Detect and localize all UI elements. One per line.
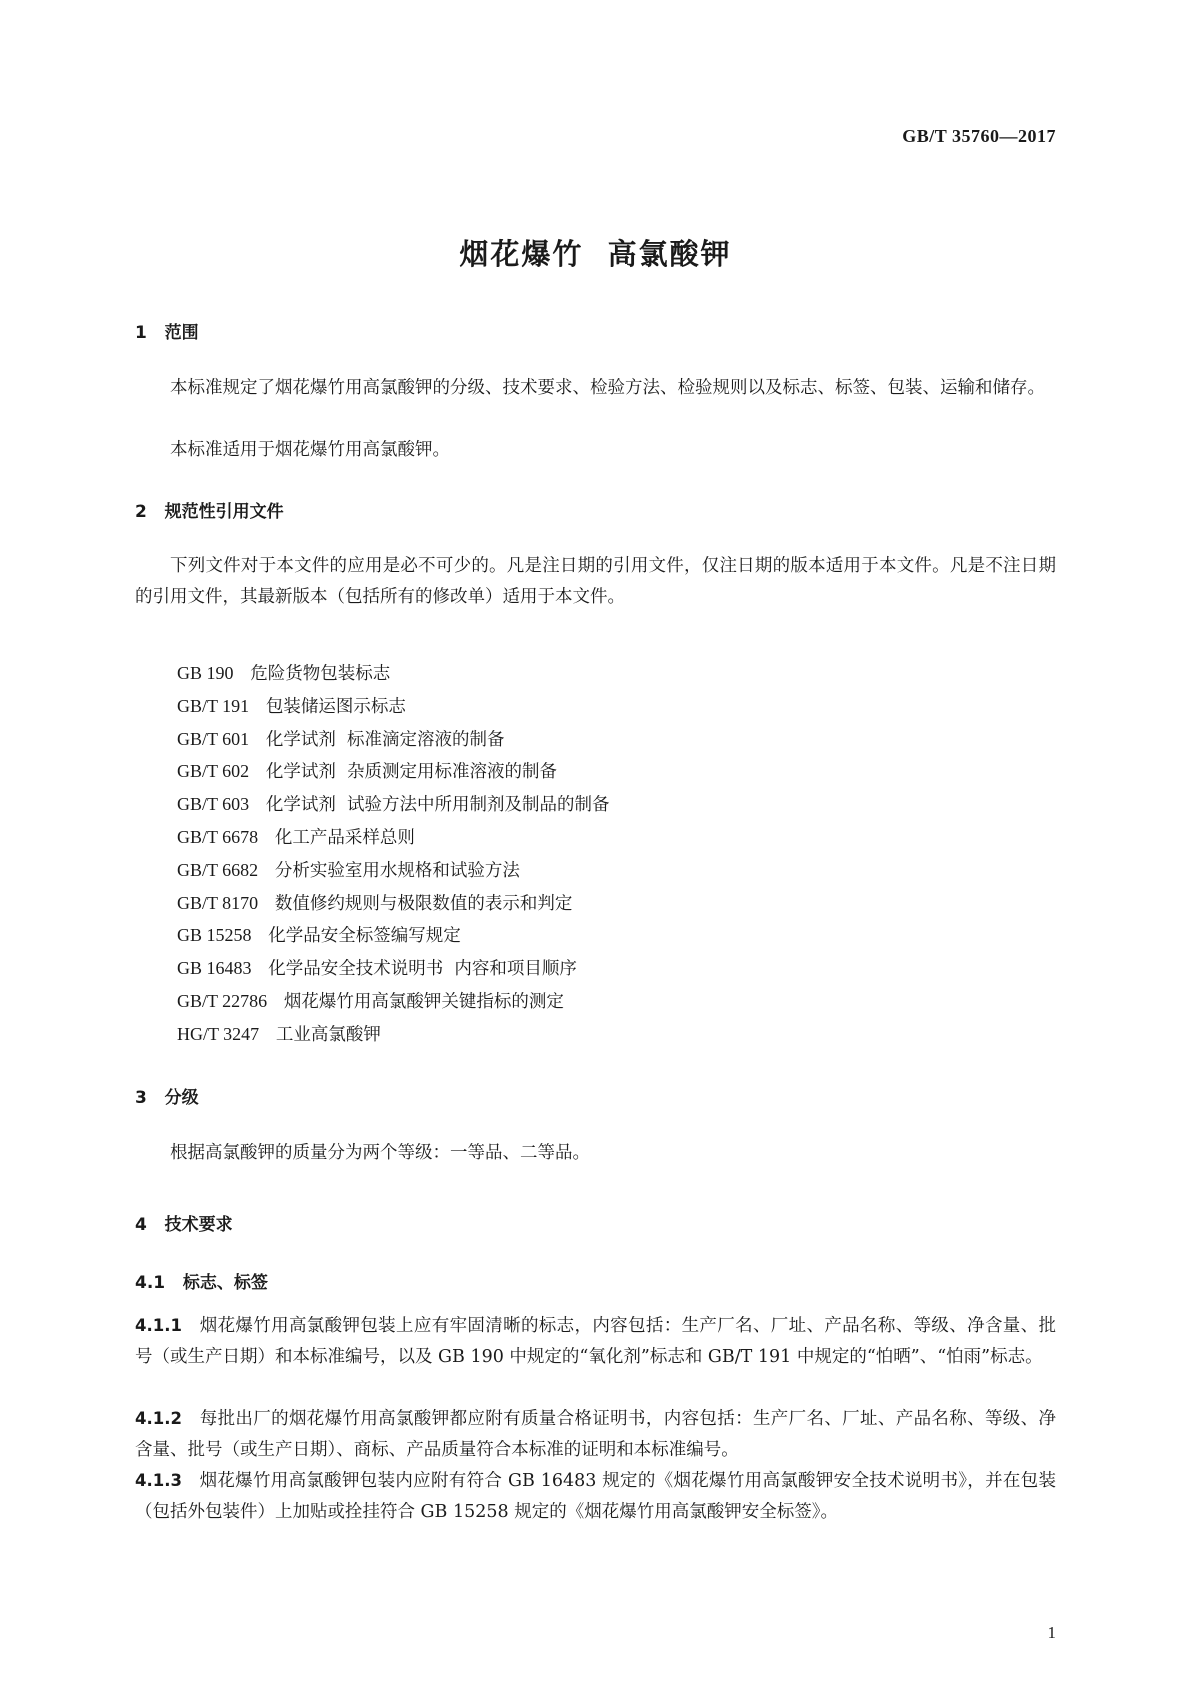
reference-title: 化学品安全技术说明书 内容和项目顺序: [268, 959, 577, 980]
section-3-paragraph: 根据高氯酸钾的质量分为两个等级：一等品、二等品。: [170, 1143, 590, 1163]
standard-code: GB/T 35760—2017: [902, 126, 1056, 146]
clause-4-1-1: [135, 1310, 1056, 1373]
page-number: 1: [1047, 1623, 1056, 1642]
reference-code: GB/T 601: [177, 728, 250, 749]
reference-item: [177, 822, 610, 855]
reference-title: 化学试剂 试验方法中所用制剂及制品的制备: [265, 795, 610, 816]
section-2-intro: 下列文件对于本文件的应用是必不可少的。凡是注日期的引用文件，仅注日期的版本适用于本文件。凡是不注日期的引用文件，其最新版本（包括所有的修改单）适用于本文件。: [135, 556, 1056, 607]
reference-item: [177, 756, 610, 789]
reference-title: 烟花爆竹用高氯酸钾关键指标的测定: [283, 991, 564, 1012]
clause-4-1-2: [135, 1403, 1056, 1466]
reference-code: GB 190: [177, 663, 234, 683]
reference-code: GB/T 6678: [177, 826, 259, 847]
clause-4-1-3: [135, 1465, 1056, 1528]
document-title: 烟花爆竹 高氯酸钾: [459, 237, 732, 271]
reference-code: GB/T 603: [177, 794, 250, 815]
reference-code: GB 15258: [177, 925, 252, 946]
reference-code: GB/T 602: [177, 761, 250, 782]
reference-code: GB/T 8170: [177, 892, 259, 913]
reference-code: GB 16483: [177, 958, 252, 979]
reference-title: 化学试剂 杂质测定用标准溶液的制备: [265, 762, 558, 783]
reference-item: [177, 1019, 610, 1052]
reference-title: 化学试剂 标准滴定溶液的制备: [265, 729, 505, 750]
section-1-paragraph-1: 本标准规定了烟花爆竹用高氯酸钾的分级、技术要求、检验方法、检验规则以及标志、标签、包装、运输和储存。: [170, 378, 1045, 398]
reference-item: [177, 691, 610, 724]
reference-title: 分析实验室用水规格和试验方法: [274, 860, 520, 881]
reference-title: 工业高氯酸钾: [275, 1024, 381, 1045]
reference-code: GB/T 191: [177, 695, 250, 716]
reference-item: [177, 953, 610, 986]
reference-item: [177, 855, 610, 888]
reference-item: [177, 888, 610, 921]
reference-code: GB/T 22786: [177, 990, 268, 1011]
section-1-heading: 1 范围: [135, 323, 199, 343]
reference-item: [177, 789, 610, 822]
clause-text: 每批出厂的烟花爆竹用高氯酸钾都应附有质量合格证明书，内容包括：生产厂名、厂址、产品名称、等级、净含量、批号（或生产日期）、商标、产品质量符合本标准的证明和本标准编号。: [135, 1409, 1056, 1460]
reference-title: 包装储运图示标志: [265, 696, 406, 717]
normative-references-list: [177, 658, 610, 1052]
section-2-heading: 2 规范性引用文件: [135, 502, 284, 522]
clause-number: 4.1.2: [135, 1409, 182, 1428]
reference-code: HG/T 3247: [177, 1023, 260, 1044]
reference-code: GB/T 6682: [177, 859, 259, 880]
section-4-heading: 4 技术要求: [135, 1215, 233, 1235]
section-3-heading: 3 分级: [135, 1088, 199, 1108]
reference-title: 化学品安全标签编写规定: [268, 926, 461, 947]
reference-item: [177, 986, 610, 1019]
reference-title: 危险货物包装标志: [250, 664, 391, 684]
clause-text: 烟花爆竹用高氯酸钾包装内应附有符合 GB 16483 规定的《烟花爆竹用高氯酸钾安全技术说明书》，并在包装（包括外包装件）上加贴或拴挂符合 GB 15258 规定的《烟花爆竹用高氯酸钾安全标签》。: [135, 1471, 1056, 1522]
clause-number: 4.1.3: [135, 1471, 182, 1490]
reference-item: [177, 724, 610, 757]
reference-item: [177, 658, 610, 691]
clause-number: 4.1.1: [135, 1316, 182, 1335]
reference-title: 化工产品采样总则: [274, 827, 415, 848]
reference-item: [177, 920, 610, 953]
reference-title: 数值修约规则与极限数值的表示和判定: [274, 893, 573, 914]
clause-text: 烟花爆竹用高氯酸钾包装上应有牢固清晰的标志，内容包括：生产厂名、厂址、产品名称、等级、净含量、批号（或生产日期）和本标准编号，以及 GB 190 中规定的“氧化剂”标志和 GB/T 191 中规定的“怕晒”、“怕雨”标志。: [135, 1316, 1056, 1367]
subsection-4-1-heading: 4.1 标志、标签: [135, 1273, 268, 1293]
section-1-paragraph-2: 本标准适用于烟花爆竹用高氯酸钾。: [170, 440, 450, 460]
